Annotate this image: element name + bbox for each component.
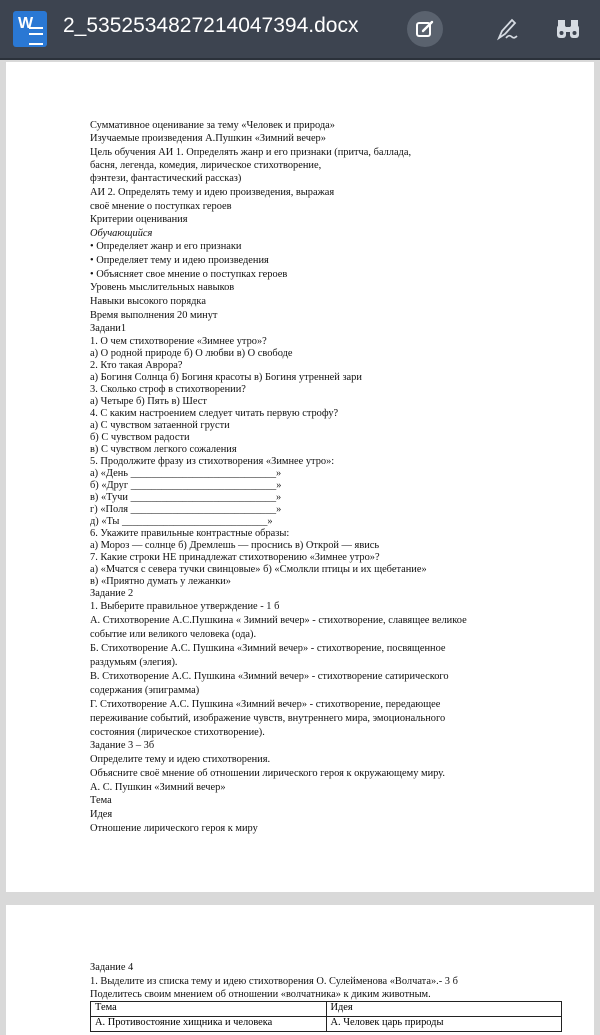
doc-line: • Определяет тему и идею произведения — [90, 255, 269, 266]
doc-line: событие или великого человека (ода). — [90, 629, 257, 640]
doc-line: А. Стихотворение А.С.Пушкина « Зимний вечер» - стихотворение, славящее великое — [90, 615, 467, 626]
theme-idea-table — [90, 1001, 562, 1032]
app-icon-letter: W — [18, 15, 34, 32]
doc-line: д) «Ты ____________________________» — [90, 516, 273, 527]
doc-line: Задани1 — [90, 323, 127, 334]
doc-line: в) «Тучи ____________________________» — [90, 492, 282, 503]
annotate-button[interactable] — [488, 11, 524, 47]
doc-line: Б. Стихотворение А.С. Пушкина «Зимний вечер» - стихотворение, посвященное — [90, 643, 446, 654]
doc-line: 5. Продолжите фразу из стихотворения «Зимнее утро»: — [90, 456, 335, 467]
edit-button[interactable] — [407, 11, 443, 47]
doc-line: а) О родной природе б) О любви в) О свободе — [90, 348, 293, 359]
doc-line: В. Стихотворение А.С. Пушкина «Зимний вечер» - стихотворение сатирического — [90, 671, 449, 682]
doc-line: 1. Выберите правильное утверждение - 1 б — [90, 601, 280, 612]
doc-line: 2. Кто такая Аврора? — [90, 360, 183, 371]
document-title: 2_5352534827214047394.docx — [63, 14, 359, 37]
doc-line: Суммативное оценивание за тему «Человек и природа» — [90, 120, 335, 131]
doc-line: Критерии оценивания — [90, 214, 188, 225]
doc-line: содержания (эпиграмма) — [90, 685, 200, 696]
table-cell: А. Противостояние хищника и человека — [91, 1017, 327, 1032]
binoculars-icon — [555, 16, 581, 42]
doc-line: Определите тему и идею стихотворения. — [90, 754, 271, 765]
doc-line: Г. Стихотворение А.С. Пушкина «Зимний вечер» - стихотворение, передающее — [90, 699, 441, 710]
doc-line: а) «День ____________________________» — [90, 468, 282, 479]
lines-glyph — [29, 27, 43, 45]
doc-line: Поделитесь своим мнением об отношении «волчатника» к диким животным. — [90, 989, 431, 1000]
doc-line: 1. Выделите из списка тему и идею стихотворения О. Сулейменова «Волчата».- 3 б — [90, 976, 458, 987]
doc-line: раздумьям (элегия). — [90, 657, 178, 668]
doc-line: • Объясняет свое мнение о поступках героев — [90, 269, 288, 280]
doc-line: своё мнение о поступках героев — [90, 201, 232, 212]
doc-line: а) Мороз — солнце б) Дремлешь — проснись в) Открой — явись — [90, 540, 380, 551]
doc-line: Тема — [90, 795, 112, 806]
doc-line: 6. Укажите правильные контрастные образы: — [90, 528, 290, 539]
app-toolbar — [0, 0, 600, 60]
doc-line: А. С. Пушкин «Зимний вечер» — [90, 782, 226, 793]
doc-line: Отношение лирического героя к миру — [90, 823, 258, 834]
doc-line: б) С чувством радости — [90, 432, 190, 443]
table-header-cell: Идея — [326, 1002, 562, 1017]
doc-line: переживание событий, изображение чувств, внутреннего мира, эмоционального — [90, 713, 446, 724]
doc-line: состояния (лирическое стихотворение). — [90, 727, 265, 738]
doc-line: б) «Друг ____________________________» — [90, 480, 282, 491]
doc-line: г) «Поля ____________________________» — [90, 504, 282, 515]
doc-line: а) «Мчатся с севера тучки свинцовые» б) «Смолкли птицы и их щебетание» — [90, 564, 427, 575]
doc-line: Задание 4 — [90, 962, 134, 973]
edit-icon — [415, 19, 435, 39]
doc-line: в) С чувством легкого сожаления — [90, 444, 237, 455]
doc-line: Навыки высокого порядка — [90, 296, 206, 307]
table-cell: А. Человек царь природы — [326, 1017, 562, 1032]
doc-line: Изучаемые произведения А.Пушкин «Зимний вечер» — [90, 133, 326, 144]
doc-line: а) Четыре б) Пять в) Шест — [90, 396, 207, 407]
doc-line: Задание 3 – 3б — [90, 740, 155, 751]
doc-line: 1. О чем стихотворение «Зимнее утро»? — [90, 336, 267, 347]
find-button[interactable] — [550, 11, 586, 47]
doc-line: Объясните своё мнение об отношении лирического героя к окружающему миру. — [90, 768, 445, 779]
doc-line: Время выполнения 20 минут — [90, 310, 218, 321]
doc-line: • Определяет жанр и его признаки — [90, 241, 242, 252]
doc-line: Уровень мыслительных навыков — [90, 282, 235, 293]
table-row — [91, 1017, 562, 1032]
document-page-1 — [6, 62, 594, 892]
doc-line: 4. С каким настроением следует читать первую строфу? — [90, 408, 339, 419]
doc-line: Цель обучения АИ 1. Определять жанр и его признаки (притча, баллада, — [90, 147, 412, 158]
table-header-cell: Тема — [91, 1002, 327, 1017]
doc-line: 7. Какие строки НЕ принадлежат стихотворению «Зимнее утро»? — [90, 552, 380, 563]
doc-line: Обучающийся — [90, 228, 153, 239]
table-header-row — [91, 1002, 562, 1017]
doc-line: басня, легенда, комедия, лирическое стихотворение, — [90, 160, 322, 171]
document-page-2 — [6, 905, 594, 1035]
doc-line: АИ 2. Определять тему и идею произведения, выражая — [90, 187, 335, 198]
word-document-icon[interactable] — [13, 11, 47, 47]
doc-line: в) «Приятно думать у лежанки» — [90, 576, 231, 587]
doc-line: фэнтези, фантастический рассказ) — [90, 173, 242, 184]
doc-line: 3. Сколько строф в стихотворении? — [90, 384, 246, 395]
doc-line: Идея — [90, 809, 113, 820]
pen-icon — [493, 16, 519, 42]
doc-line: Задание 2 — [90, 588, 134, 599]
doc-line: а) Богиня Солнца б) Богиня красоты в) Богиня утренней зари — [90, 372, 362, 383]
doc-line: а) С чувством затаенной грусти — [90, 420, 230, 431]
